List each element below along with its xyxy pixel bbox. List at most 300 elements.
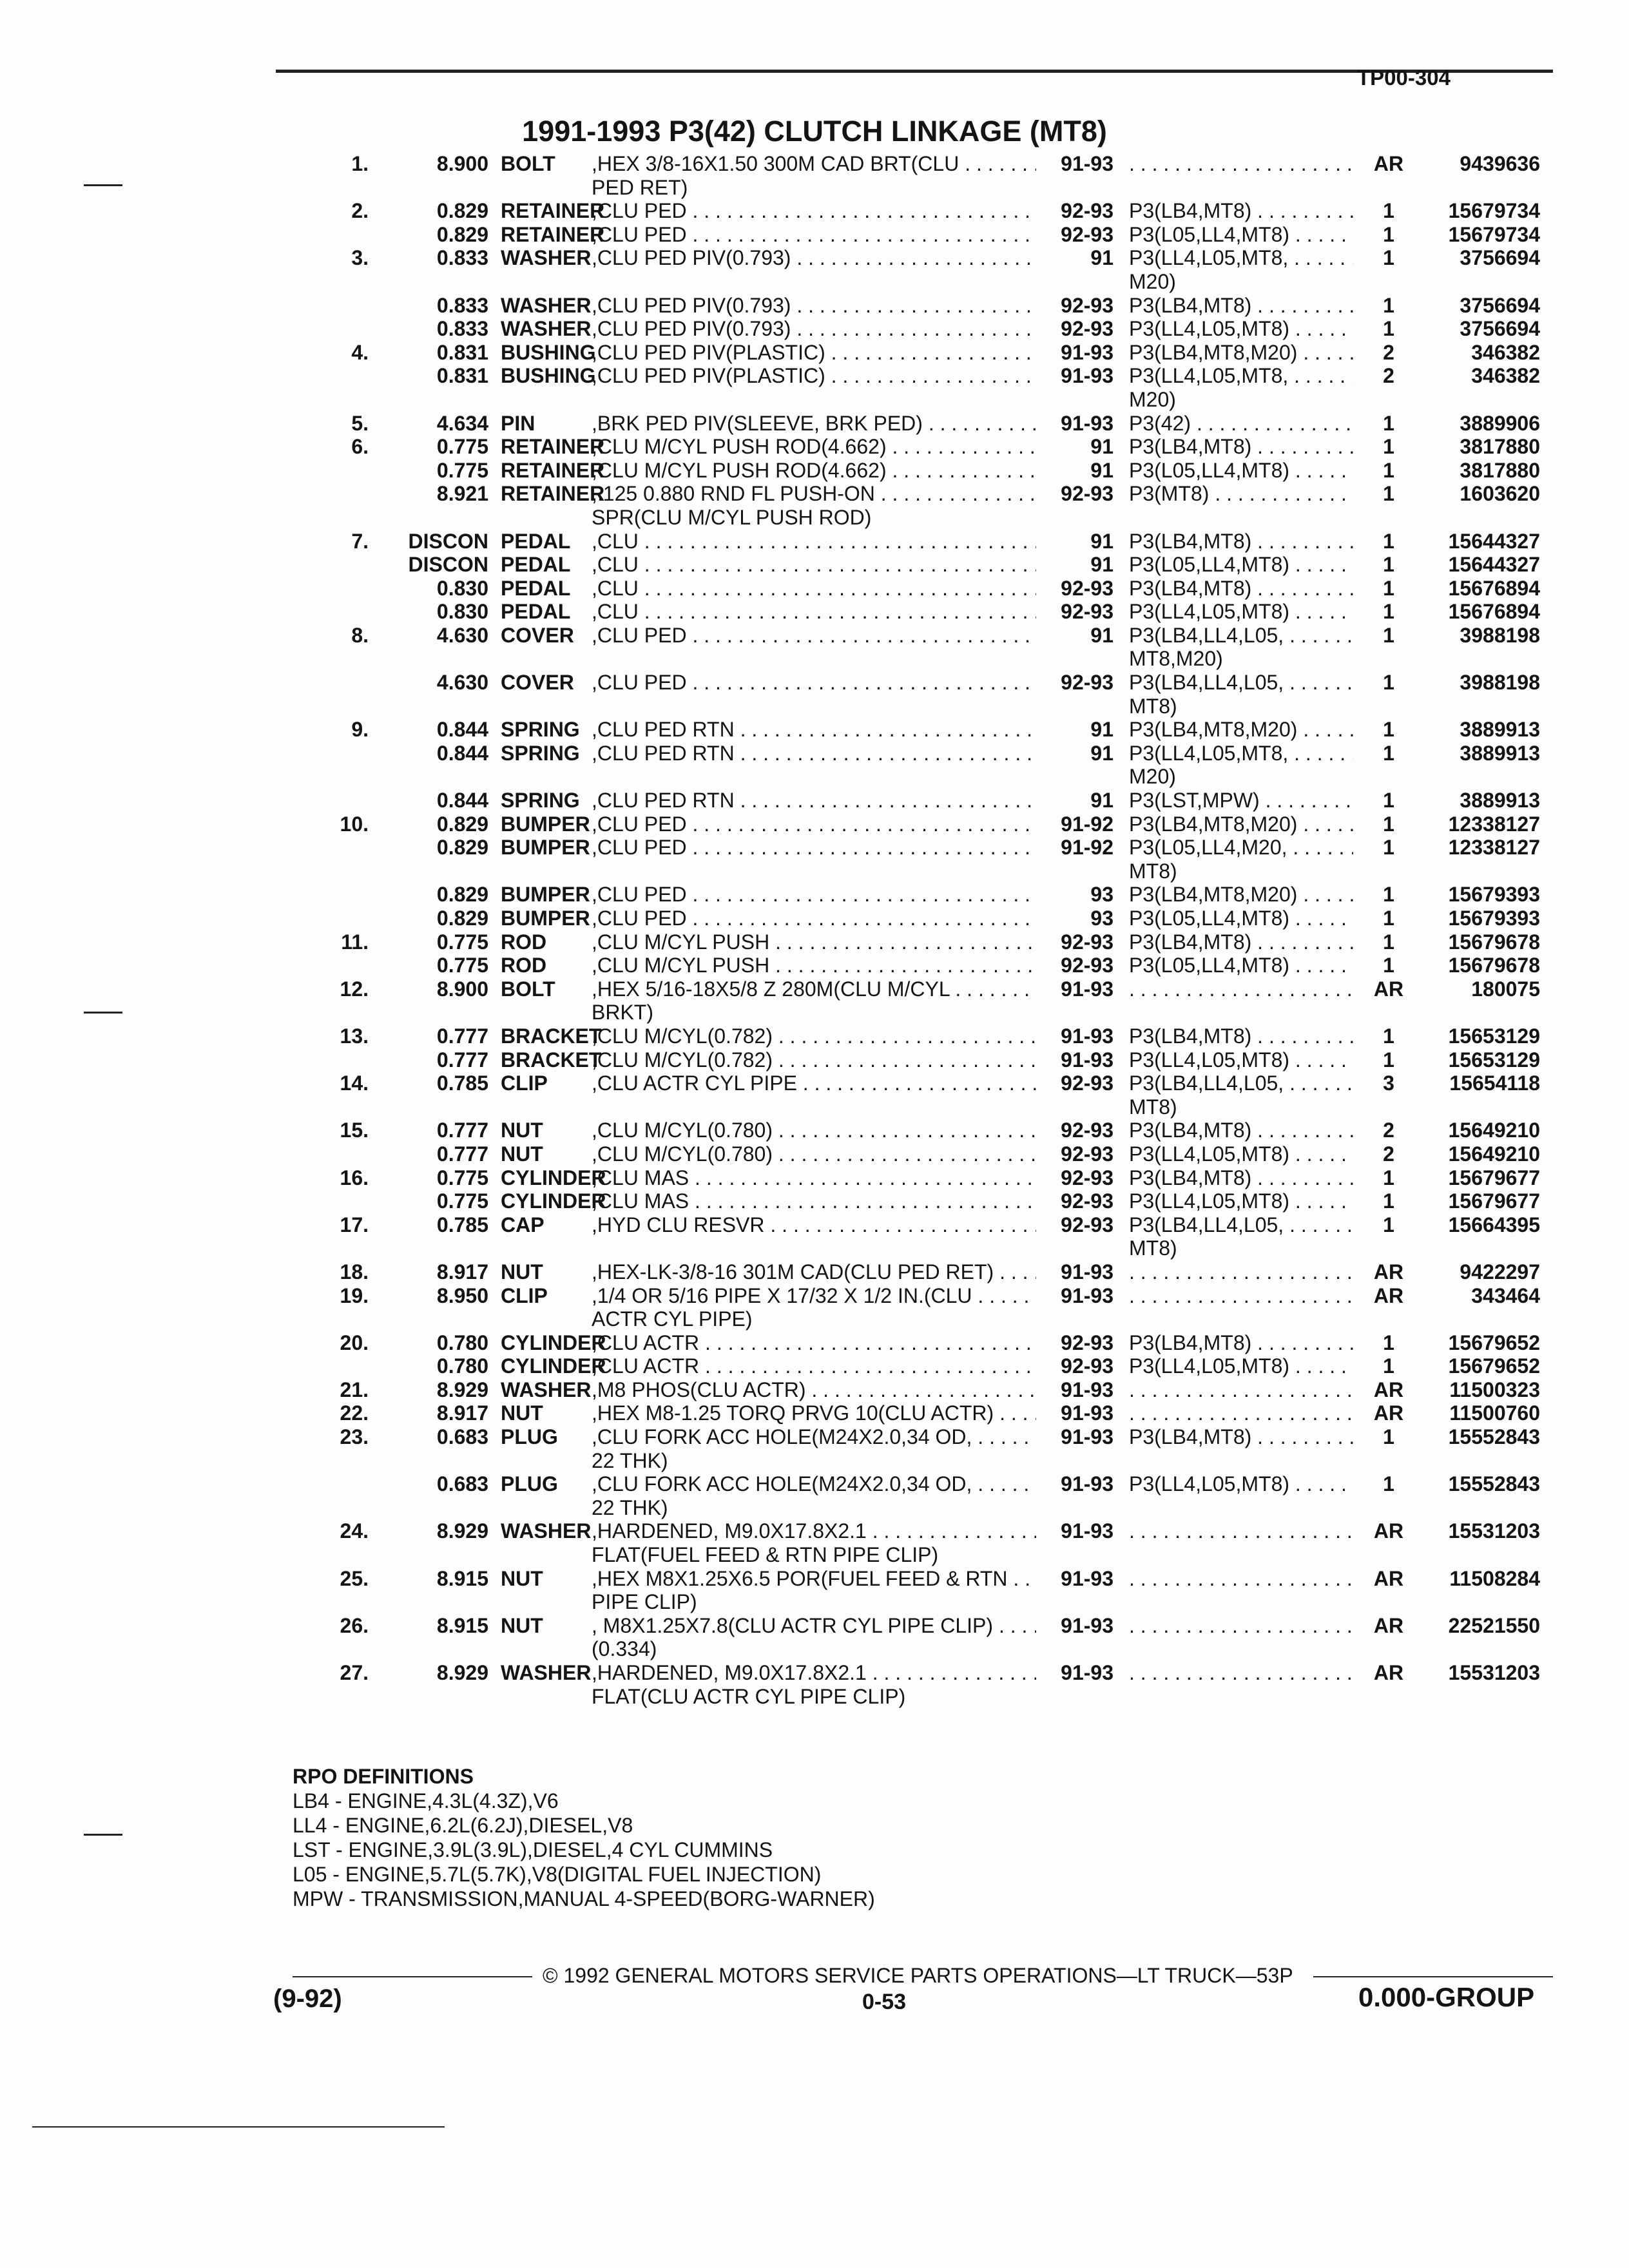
margin-mark [84,1012,122,1014]
part-name: NUT [501,1566,543,1590]
quantity: 1 [1383,1213,1394,1236]
part-name: WASHER [501,1661,592,1684]
part-name: RETAINER [501,482,605,506]
quantity: 1 [1383,293,1394,317]
part-row [0,1519,1629,1543]
group-number: 0.785 [436,1072,488,1095]
application [1129,977,1353,1001]
model-years: 91-93 [1061,1425,1113,1449]
part-description: ,CLU M/CYL PUSH ROD(4.662) . . . [592,435,1036,459]
model-years: 92-93 [1061,1189,1113,1213]
group-number: 8.950 [436,1283,488,1307]
part-number: 15679678 [1448,954,1540,977]
application: P3(L05,LL4,MT8) . . . [1129,223,1353,247]
quantity: 1 [1383,1354,1394,1378]
part-name: SPRING [501,789,580,812]
item-number: 9. [351,718,369,742]
model-years: 91-93 [1061,364,1113,388]
group-number: 0.775 [436,1189,488,1213]
model-years: 91 [1090,553,1113,577]
part-row [0,789,1629,812]
part-row [0,1567,1629,1591]
application: P3(LB4,MT8) . . . [1129,1119,1353,1142]
part-number: 15653129 [1448,1048,1540,1072]
item-number: 11. [341,930,369,954]
application: P3(LL4,L05,MT8) . . . [1129,1048,1353,1072]
part-number: 346382 [1471,340,1540,364]
part-row [0,600,1629,624]
part-name: BRACKET [501,1048,602,1072]
item-number: 24. [340,1519,369,1543]
part-number: 12338127 [1448,836,1540,860]
footer-rule-left [293,1976,532,1977]
model-years: 91-93 [1061,411,1113,435]
group-number: 0.780 [436,1354,488,1378]
application: P3(LL4,L05,MT8) . . . [1129,1354,1353,1378]
part-description: ,CLU ACTR . . . [592,1331,1036,1355]
part-number: 343464 [1471,1283,1540,1307]
application: P3(L05,LL4,MT8) . . . [1129,459,1353,483]
part-number: 15531203 [1448,1661,1540,1684]
group-number: 0.830 [436,576,488,600]
part-row [0,1331,1629,1355]
part-description: ,CLU PED PIV(0.793) . . . [592,294,1036,318]
part-description: ,CLU PED . . . [592,624,1036,648]
item-number: 26. [340,1613,369,1637]
group-number: 0.780 [436,1331,488,1354]
application: P3(LST,MPW) . . . [1129,789,1353,812]
application [1129,1519,1353,1543]
group-number: 0.777 [436,1048,488,1072]
part-description: ,CLU PED RTN . . . [592,789,1036,812]
quantity: 1 [1383,1166,1394,1189]
part-name: WASHER [501,1519,592,1543]
application: P3(LB4,LL4,L05, . . . [1129,1072,1353,1095]
application: P3(LB4,LL4,L05, . . . [1129,624,1353,648]
part-name: WASHER [501,317,592,341]
application: M20) [1129,387,1176,411]
part-name: CYLINDER [501,1354,606,1378]
part-row [0,199,1629,223]
part-row [0,412,1629,436]
part-name: PEDAL [501,576,571,600]
quantity: 1 [1383,718,1394,742]
application: P3(L05,LL4,MT8) . . . [1129,907,1353,930]
group-number: 0.683 [436,1425,488,1449]
part-name: PLUG [501,1425,558,1449]
part-number: 15676894 [1448,576,1540,600]
application: P3(LB4,MT8) . . . [1129,294,1353,318]
part-row [0,364,1629,388]
model-years: 92-93 [1061,1213,1113,1236]
item-number: 21. [340,1378,369,1401]
part-number: 15679393 [1448,907,1540,930]
application: P3(LL4,L05,MT8, . . . [1129,742,1353,765]
part-number: 15654118 [1449,1072,1540,1095]
model-years: 91-92 [1061,812,1113,836]
part-description: ,.125 0.880 RND FL PUSH-ON . . . [592,482,1036,506]
group-number: DISCON [408,553,488,577]
group-number: 0.777 [436,1142,488,1166]
item-number: 20. [340,1331,369,1354]
application: MT8,M20) [1129,647,1223,671]
application [1129,1378,1353,1402]
part-number: 15679734 [1448,222,1540,246]
part-number: 3756694 [1460,317,1540,341]
quantity: AR [1373,152,1404,175]
page-code: TP00-304 [1357,66,1451,90]
application [1129,1567,1353,1591]
model-years: 92-93 [1061,317,1113,341]
model-years: 91-93 [1061,1472,1113,1496]
quantity: 1 [1383,482,1394,506]
part-name: BOLT [501,977,555,1001]
part-number: 15644327 [1448,553,1540,577]
application: MT8) [1129,859,1177,883]
group-number: 4.630 [436,623,488,647]
group-number: 0.833 [436,317,488,341]
application: M20) [1129,765,1176,789]
group-number: 0.830 [436,600,488,624]
group-number: 0.777 [436,1024,488,1048]
part-row [0,812,1629,836]
part-row [0,1024,1629,1048]
rpo-line: LB4 - ENGINE,4.3L(4.3Z),V6 [293,1789,559,1812]
part-row [0,1401,1629,1425]
part-name: RETAINER [501,435,605,459]
parts-list [0,152,1629,1708]
part-number: 15679677 [1448,1189,1540,1213]
part-description: FLAT(CLU ACTR CYL PIPE CLIP) [592,1684,906,1708]
part-description: SPR(CLU M/CYL PUSH ROD) [592,505,872,529]
model-years: 92-93 [1061,954,1113,977]
part-description: ,CLU PED RTN . . . [592,718,1036,742]
quantity: AR [1373,1260,1404,1283]
group-number: 8.917 [436,1401,488,1425]
part-description: ,CLU PED . . . [592,671,1036,695]
part-number: 15531203 [1448,1519,1540,1543]
part-description: ,HARDENED, M9.0X17.8X2.1 . . . [592,1661,1036,1685]
part-row [0,435,1629,459]
application: P3(LB4,MT8,M20) . . . [1129,883,1353,907]
part-description: ,CLU PED PIV(PLASTIC) . . . [592,364,1036,388]
part-row [0,530,1629,553]
part-description: ,CLU M/CYL(0.782) . . . [592,1048,1036,1072]
part-description: ,CLU M/CYL(0.780) . . . [592,1142,1036,1166]
part-row [0,765,1629,789]
part-number: 22521550 [1448,1613,1540,1637]
part-description: FLAT(FUEL FEED & RTN PIPE CLIP) [592,1543,939,1567]
model-years: 93 [1090,907,1113,930]
quantity: 1 [1383,671,1394,695]
footer-group: 0.000-GROUP [1358,1982,1535,2012]
quantity: 1 [1383,1048,1394,1072]
item-number: 4. [351,340,369,364]
item-number: 1. [351,152,369,175]
part-number: 3889913 [1460,789,1540,812]
part-name: NUT [501,1401,543,1425]
model-years: 92-93 [1061,1331,1113,1354]
part-row [0,553,1629,577]
part-row [0,317,1629,341]
group-number: 8.929 [436,1378,488,1401]
item-number: 18. [340,1260,369,1283]
part-number: 1603620 [1460,482,1540,506]
item-number: 17. [340,1213,369,1236]
part-description: ,CLU PED PIV(0.793) . . . [592,317,1036,341]
part-row [0,482,1629,506]
part-row [0,1449,1629,1473]
model-years: 91-93 [1061,1613,1113,1637]
group-number: 0.829 [436,883,488,907]
quantity: AR [1373,1661,1404,1684]
part-name: ROD [501,954,547,977]
model-years: 92-93 [1061,1166,1113,1189]
application: P3(LB4,MT8,M20) . . . [1129,812,1353,836]
part-number: 11500760 [1449,1401,1540,1425]
part-description: , M8X1.25X7.8(CLU ACTR CYL PIPE CLIP) . . . [592,1614,1036,1638]
part-row [0,246,1629,270]
group-number: 0.829 [436,836,488,860]
group-number: 0.833 [436,246,488,270]
part-row [0,1637,1629,1661]
part-name: COVER [501,671,574,695]
model-years: 91-93 [1061,1566,1113,1590]
part-description: ,CLU . . . [592,577,1036,601]
application: P3(42) . . . [1129,412,1353,436]
part-number: 3889913 [1460,741,1540,765]
part-name: WASHER [501,1378,592,1401]
model-years: 91 [1090,246,1113,270]
part-name: BUMPER [501,836,590,860]
part-name: ROD [501,930,547,954]
model-years: 91-93 [1061,1048,1113,1072]
application: P3(LL4,L05,MT8) . . . [1129,1189,1353,1213]
group-number: 0.775 [436,930,488,954]
item-number: 10. [340,812,369,836]
item-number: 14. [340,1072,369,1095]
part-row [0,1048,1629,1072]
part-name: CLIP [501,1072,548,1095]
quantity: 1 [1383,836,1394,860]
group-number: 0.775 [436,458,488,482]
part-row [0,1378,1629,1402]
part-name: PEDAL [501,600,571,624]
part-number: 15679677 [1448,1166,1540,1189]
quantity: 3 [1383,1072,1394,1095]
part-name: RETAINER [501,458,605,482]
part-name: PEDAL [501,553,571,577]
model-years: 91 [1090,741,1113,765]
item-number: 16. [340,1166,369,1189]
part-description: ,CLU FORK ACC HOLE(M24X2.0,34 OD, . . . [592,1472,1036,1496]
application: P3(LB4,LL4,L05, . . . [1129,671,1353,695]
rpo-definitions [293,1764,875,1911]
model-years: 92-93 [1061,222,1113,246]
part-description: ACTR CYL PIPE) [592,1307,753,1331]
part-name: NUT [501,1119,543,1142]
part-row [0,718,1629,742]
group-number: 0.829 [436,222,488,246]
part-description: ,CLU M/CYL PUSH ROD(4.662) . . . [592,459,1036,483]
part-number: 11508284 [1449,1566,1540,1590]
application [1129,1260,1353,1284]
item-number: 27. [340,1661,369,1684]
part-description: ,HEX 5/16-18X5/8 Z 280M(CLU M/CYL . . . [592,977,1036,1001]
part-number: 15653129 [1448,1024,1540,1048]
quantity: AR [1373,977,1404,1001]
quantity: 1 [1383,789,1394,812]
model-years: 92-93 [1061,293,1113,317]
part-description: ,CLU PED PIV(0.793) . . . [592,246,1036,270]
part-row [0,152,1629,176]
footer-copyright: © 1992 GENERAL MOTORS SERVICE PARTS OPERATIONS—LT TRUCK—53P [543,1964,1293,1987]
group-number: 0.775 [436,435,488,459]
part-description: ,HEX-LK-3/8-16 301M CAD(CLU PED RET) . . . [592,1260,1036,1284]
part-row [0,1284,1629,1308]
part-description: ,HYD CLU RESVR . . . [592,1213,1036,1237]
part-number: 15679734 [1448,199,1540,223]
application: P3(L05,LL4,M20, . . . [1129,836,1353,860]
quantity: 1 [1383,529,1394,553]
part-row [0,883,1629,907]
part-description: ,CLU . . . [592,600,1036,624]
part-description: ,M8 PHOS(CLU ACTR) . . . [592,1378,1036,1402]
part-row [0,1119,1629,1142]
part-name: PEDAL [501,529,571,553]
part-number: 3889906 [1460,411,1540,435]
part-name: CYLINDER [501,1189,606,1213]
application: M20) [1129,269,1176,293]
group-number: 8.900 [436,152,488,175]
part-description: ,CLU ACTR CYL PIPE . . . [592,1072,1036,1095]
part-row [0,1072,1629,1095]
quantity: 2 [1383,1142,1394,1166]
footer-page-number: 0-53 [862,1990,907,2014]
part-number: 11500323 [1449,1378,1540,1401]
application: P3(LB4,MT8) . . . [1129,1024,1353,1048]
part-number: 3756694 [1460,293,1540,317]
group-number: 0.829 [436,907,488,930]
quantity: AR [1373,1566,1404,1590]
application [1129,1614,1353,1638]
item-number: 12. [340,977,369,1001]
group-number: 0.844 [436,741,488,765]
part-description: PED RET) [592,175,688,199]
quantity: 1 [1383,1425,1394,1449]
item-number: 22. [340,1401,369,1425]
part-number: 15679678 [1448,930,1540,954]
part-row [0,860,1629,883]
part-description: ,CLU MAS . . . [592,1166,1036,1190]
part-name: RETAINER [501,199,605,223]
application: P3(LL4,L05,MT8) . . . [1129,1142,1353,1166]
part-description: ,CLU PED . . . [592,812,1036,836]
part-number: 15552843 [1448,1472,1540,1496]
part-row [0,954,1629,977]
part-description: ,CLU . . . [592,530,1036,553]
quantity: 1 [1383,741,1394,765]
application: P3(LB4,MT8,M20) . . . [1129,718,1353,742]
application: P3(LL4,L05,MT8) . . . [1129,600,1353,624]
group-number: 8.917 [436,1260,488,1283]
application: P3(LB4,MT8) . . . [1129,435,1353,459]
model-years: 92-93 [1061,1142,1113,1166]
part-name: CLIP [501,1283,548,1307]
part-description: ,1/4 OR 5/16 PIPE X 17/32 X 1/2 IN.(CLU . . . [592,1284,1036,1308]
quantity: 2 [1383,340,1394,364]
part-name: COVER [501,623,574,647]
part-description: BRKT) [592,1001,653,1024]
part-row [0,1661,1629,1685]
model-years: 91-93 [1061,152,1113,175]
quantity: 1 [1383,883,1394,907]
quantity: AR [1373,1401,1404,1425]
part-row [0,1001,1629,1024]
scan-edge-line [32,2126,445,2128]
group-number: 0.775 [436,1166,488,1189]
part-number: 9422297 [1460,1260,1540,1283]
model-years: 92-93 [1061,576,1113,600]
footer-rule-right [1313,1976,1553,1977]
part-row [0,1472,1629,1496]
model-years: 91-93 [1061,1024,1113,1048]
part-number: 346382 [1471,364,1540,388]
quantity: 1 [1383,600,1394,624]
part-number: 180075 [1471,977,1540,1001]
model-years: 91-92 [1061,836,1113,860]
model-years: 93 [1090,883,1113,907]
margin-mark [84,184,122,186]
item-number: 7. [351,529,369,553]
application [1129,1401,1353,1425]
group-number: 4.630 [436,671,488,695]
part-row [0,1260,1629,1284]
part-row [0,223,1629,247]
group-number: 8.900 [436,977,488,1001]
part-row [0,930,1629,954]
part-row [0,1142,1629,1166]
group-number: 0.833 [436,293,488,317]
quantity: 1 [1383,907,1394,930]
model-years: 91-93 [1061,1661,1113,1684]
group-number: 0.775 [436,954,488,977]
part-name: BUSHING [501,364,596,388]
part-description: 22 THK) [592,1495,668,1519]
part-name: SPRING [501,741,580,765]
part-number: 15649210 [1448,1119,1540,1142]
application: P3(LB4,MT8) . . . [1129,530,1353,553]
quantity: 1 [1383,1189,1394,1213]
part-row [0,341,1629,365]
part-number: 15552843 [1448,1425,1540,1449]
part-description: ,CLU PED RTN . . . [592,742,1036,765]
quantity: AR [1373,1613,1404,1637]
quantity: 1 [1383,930,1394,954]
part-name: SPRING [501,718,580,742]
part-name: NUT [501,1260,543,1283]
quantity: 1 [1383,576,1394,600]
part-number: 15679652 [1448,1331,1540,1354]
group-number: 8.929 [436,1519,488,1543]
item-number: 25. [340,1566,369,1590]
part-name: CAP [501,1213,545,1236]
part-description: ,CLU M/CYL PUSH . . . [592,954,1036,977]
rpo-line: L05 - ENGINE,5.7L(5.7K),V8(DIGITAL FUEL INJECTION) [293,1863,822,1886]
model-years: 91-93 [1061,1401,1113,1425]
part-number: 15679393 [1448,883,1540,907]
part-name: BOLT [501,152,555,175]
